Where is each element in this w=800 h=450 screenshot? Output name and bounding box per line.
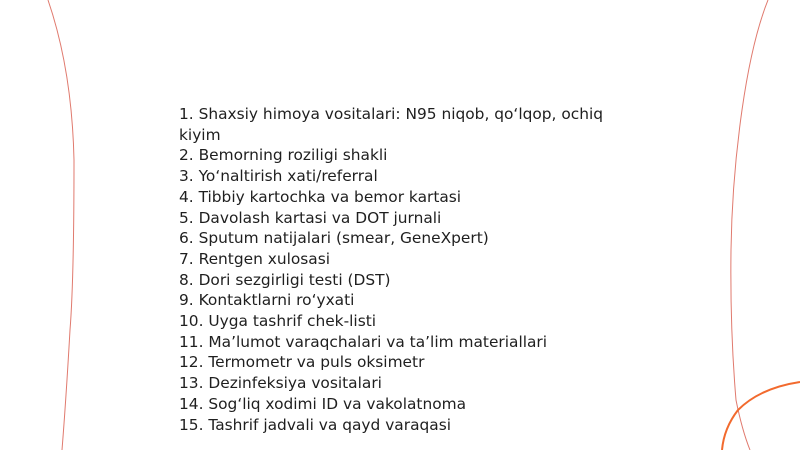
- list-item: 10. Uyga tashrif chek-listi: [179, 312, 377, 331]
- list-item: 15. Tashrif jadvali va qayd varaqasi: [179, 415, 451, 434]
- list-item: 3. Yo‘naltirish xati/referral: [179, 167, 378, 186]
- checklist: [179, 104, 639, 435]
- list-item: 2. Bemorning roziligi shakli: [179, 146, 388, 165]
- list-item: 11. Ma’lumot varaqchalari va ta’lim materiallari: [179, 332, 548, 351]
- list-item: 1. Shaxsiy himoya vositalari: N95 niqob, qo‘lqop, ochiq kiyim: [179, 105, 604, 144]
- list-item: 8. Dori sezgirligi testi (DST): [179, 270, 391, 289]
- list-item: 9. Kontaktlarni ro‘yxati: [179, 291, 355, 310]
- right-arc-top: [731, 0, 768, 450]
- list-item: 14. Sog‘liq xodimi ID va vakolatnoma: [179, 394, 467, 413]
- left-arc: [48, 0, 74, 450]
- list-item: 7. Rentgen xulosasi: [179, 249, 331, 268]
- right-arc-bottom: [722, 382, 800, 450]
- list-item: 6. Sputum natijalari (smear, GeneXpert): [179, 229, 489, 248]
- list-item: 4. Tibbiy kartochka va bemor kartasi: [179, 187, 462, 206]
- list-item: 13. Dezinfeksiya vositalari: [179, 374, 382, 393]
- list-item: 5. Davolash kartasi va DOT jurnali: [179, 208, 442, 227]
- list-item: 12. Termometr va puls oksimetr: [179, 353, 425, 372]
